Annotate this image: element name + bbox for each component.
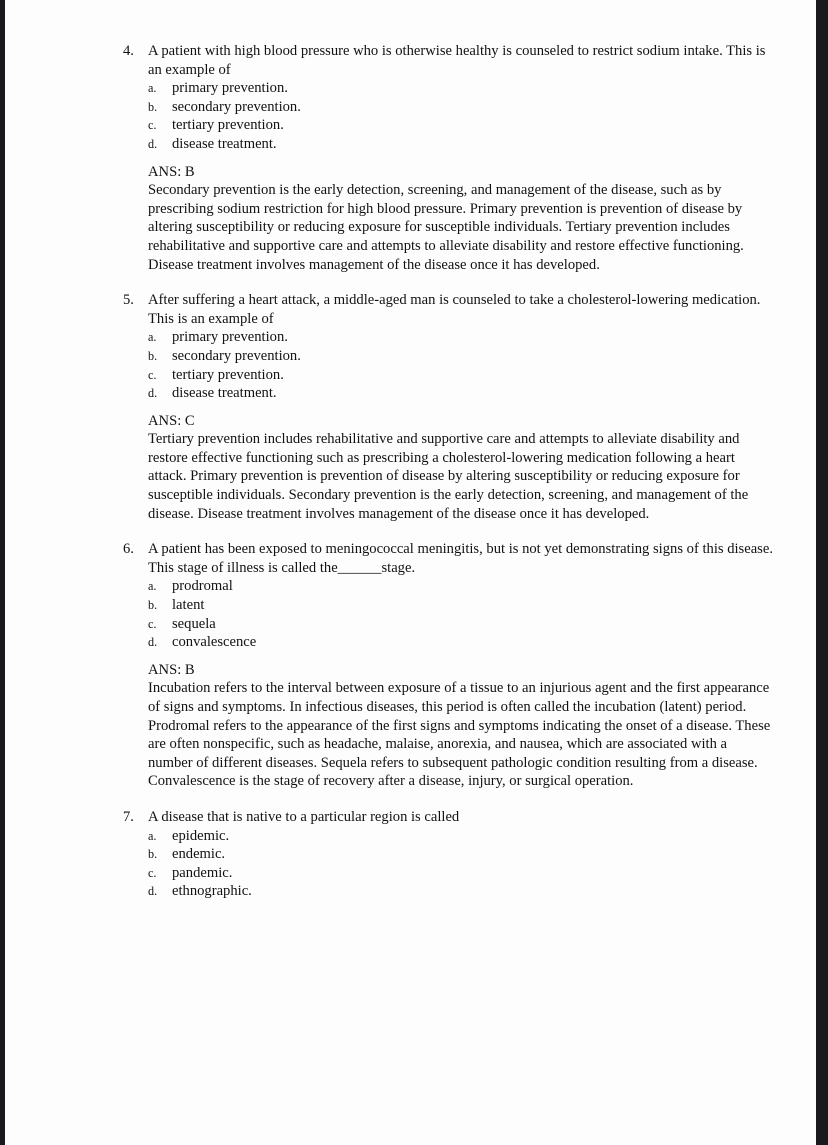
option-b [148, 845, 773, 864]
option-letter: c. [148, 118, 157, 133]
option-letter: d. [148, 884, 158, 899]
options-list [148, 577, 773, 651]
left-edge-strip [0, 0, 5, 1145]
option-text: endemic. [172, 846, 226, 863]
option-text: primary prevention. [172, 80, 288, 97]
option-letter: b. [148, 847, 158, 862]
option-letter: c. [148, 865, 157, 880]
question-block-5 [123, 291, 773, 523]
options-list [148, 827, 773, 901]
right-edge-strip [816, 0, 828, 1145]
question-row [123, 42, 773, 79]
option-b [148, 347, 773, 366]
options-list [148, 79, 773, 153]
option-letter: d. [148, 386, 158, 401]
answer-block [148, 412, 773, 524]
options-list [148, 328, 773, 402]
question-row [123, 808, 773, 827]
option-letter: b. [148, 348, 158, 363]
option-letter: c. [148, 616, 157, 631]
option-b [148, 98, 773, 117]
answer-rationale: Tertiary prevention includes rehabilitative and supportive care and attempts to alleviate disability and restore effective functioning such as prescribing a cholesterol-lowering medication following a heart attack. Primary prevention is prevention of disease by altering susceptibility or reducing exposure for susceptible individuals. Secondary prevention is the early detection, screening, and management of the disease. Disease treatment involves management of the disease once it has developed. [148, 431, 749, 522]
question-text: A disease that is native to a particular region is called [148, 808, 460, 825]
option-text: ethnographic. [172, 883, 252, 900]
question-number: 7. [123, 808, 134, 825]
question-row [123, 291, 773, 328]
option-letter: b. [148, 598, 158, 613]
answer-rationale: Secondary prevention is the early detection, screening, and management of the disease, such as by prescribing sodium restriction for high blood pressure. Primary prevention is prevention of disease by altering susceptibility or reducing exposure for susceptible individuals. Tertiary prevention includes rehabilitative and supportive care and attempts to alleviate disability and restore effective functioning. Disease treatment involves management of the disease once it has developed. [148, 182, 744, 273]
option-letter: a. [148, 330, 157, 345]
option-a [148, 79, 773, 98]
option-letter: a. [148, 828, 157, 843]
option-c [148, 116, 773, 135]
option-text: pandemic. [172, 864, 233, 881]
question-block-7 [123, 808, 773, 901]
option-letter: d. [148, 136, 158, 151]
option-c [148, 615, 773, 634]
question-number: 5. [123, 292, 134, 309]
page-content [123, 42, 773, 918]
option-text: tertiary prevention. [172, 366, 284, 383]
option-a [148, 827, 773, 846]
option-text: epidemic. [172, 827, 230, 844]
option-text: tertiary prevention. [172, 117, 284, 134]
answer-block [148, 661, 773, 791]
option-letter: d. [148, 635, 158, 650]
answer-label: ANS: B [148, 661, 195, 678]
answer-block [148, 163, 773, 275]
option-letter: b. [148, 99, 158, 114]
option-a [148, 577, 773, 596]
option-text: latent [172, 597, 205, 614]
option-letter: a. [148, 81, 157, 96]
option-d [148, 633, 773, 652]
option-c [148, 366, 773, 385]
option-text: secondary prevention. [172, 347, 301, 364]
answer-rationale: Incubation refers to the interval between exposure of a tissue to an injurious agent and the first appearance of signs and symptoms. In infectious diseases, this period is often called the incubation (latent) period. Prodromal refers to the appearance of the first signs and symptoms indicating the onset of a disease. These are often nonspecific, such as headache, malaise, anorexia, and nausea, which are associated with a number of different diseases. Sequela refers to subsequent pathologic condition resulting from a disease. Convalescence is the stage of recovery after a disease, injury, or surgical operation. [148, 680, 771, 790]
option-letter: c. [148, 367, 157, 382]
option-text: secondary prevention. [172, 98, 301, 115]
option-d [148, 135, 773, 154]
option-c [148, 864, 773, 883]
option-d [148, 384, 773, 403]
option-d [148, 882, 773, 901]
answer-label: ANS: B [148, 163, 195, 180]
option-b [148, 596, 773, 615]
option-a [148, 328, 773, 347]
question-number: 4. [123, 43, 134, 59]
question-block-4 [123, 42, 773, 274]
answer-label: ANS: C [148, 412, 195, 429]
option-text: disease treatment. [172, 135, 277, 152]
option-text: disease treatment. [172, 385, 277, 402]
option-letter: a. [148, 579, 157, 594]
question-block-6 [123, 540, 773, 791]
question-number: 6. [123, 541, 134, 558]
option-text: sequela [172, 615, 216, 632]
question-text: A patient with high blood pressure who is otherwise healthy is counseled to restrict sodium intake. This is an example of [148, 43, 766, 78]
question-row [123, 540, 773, 577]
question-text: After suffering a heart attack, a middle-aged man is counseled to take a cholesterol-lowering medication. This is an example of [148, 292, 761, 327]
question-text: A patient has been exposed to meningococcal meningitis, but is not yet demonstrating signs of this disease. This stage of illness is called the______stage. [148, 541, 773, 576]
option-text: primary prevention. [172, 329, 288, 346]
option-text: prodromal [172, 578, 233, 595]
option-text: convalescence [172, 634, 257, 651]
